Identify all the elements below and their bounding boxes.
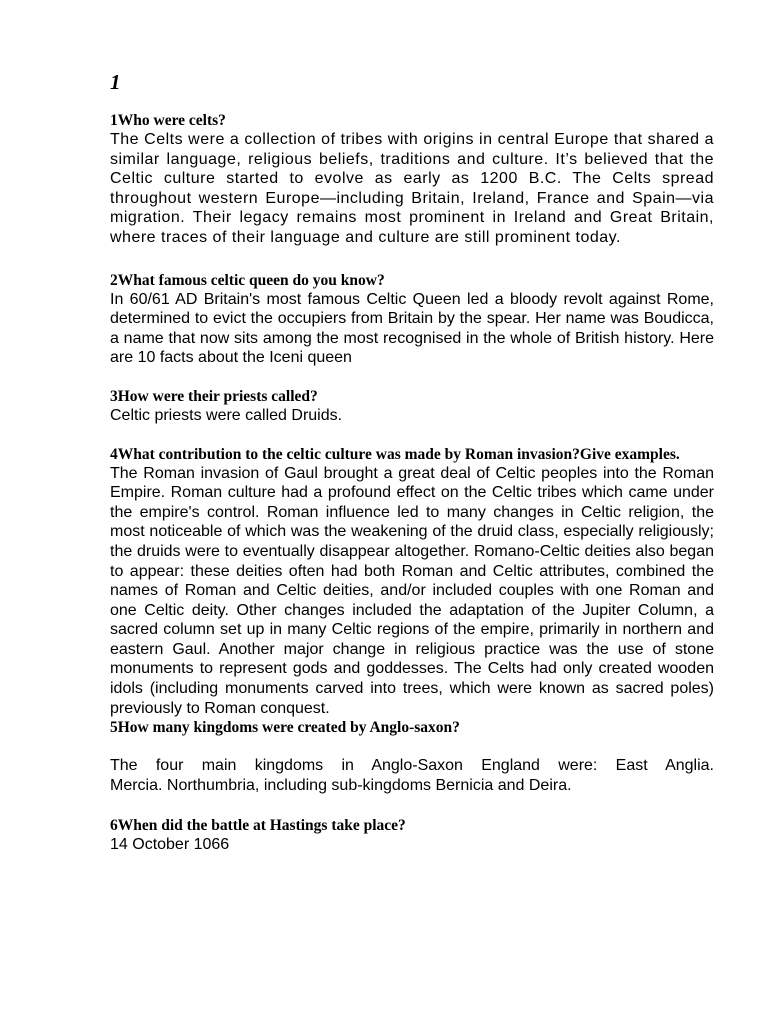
- section-roman-invasion: [110, 445, 714, 719]
- question-heading: 4What contribution to the celtic culture was made by Roman invasion?Give examples.: [110, 445, 680, 463]
- question-heading: 2What famous celtic queen do you know?: [110, 271, 385, 289]
- answer-paragraph: 14 October 1066: [110, 836, 230, 854]
- section-celtic-queen: [110, 271, 714, 368]
- section-gap: [110, 368, 714, 387]
- answer-paragraph: Celtic priests were called Druids.: [110, 406, 343, 424]
- answer-line: Mercia. Northumbria, including sub-kingdoms Bernicia and Deira.: [110, 776, 572, 794]
- page-number: 1: [110, 70, 121, 94]
- question-heading: 1Who were celts?: [110, 112, 226, 129]
- section-gap: [110, 248, 714, 271]
- section-gap: [110, 737, 714, 756]
- section-priests: [110, 387, 714, 426]
- document-page: [110, 70, 714, 855]
- answer-text-part: , a sacred column set up in many Celtic regions of the empire, primarily in northern and eastern Gaul. Another major change in religious practice was the use of stone monuments to represent gods and goddesses. The Celts had only created wooden idols (including monuments carved into trees, which were known as sacred poles) previously to Roman conquest.: [110, 601, 714, 717]
- question-heading: 6When did the battle at Hastings take place?: [110, 817, 406, 835]
- answer-emphasis-link: Jupiter Column: [582, 601, 694, 619]
- section-hastings: [110, 816, 714, 855]
- question-heading: 3How were their priests called?: [110, 387, 318, 405]
- section-gap: [110, 795, 714, 816]
- answer-paragraph: [110, 464, 714, 719]
- answer-text-part: The Roman invasion of Gaul brought a great deal of Celtic peoples into the Roman Empire. Roman culture had a profound effect on the Celtic tribes which came under the empire's control. Roman influence led to many changes in Celtic religion, the most noticeable of which was the weakening of the druid class, especially religiously; the druids were to eventually disappear altogether. Romano-Celtic deities also began to appear: these deities often had both Roman and Celtic attributes, combined the names of Roman and Celtic deities, and/or included couples with one Roman and one Celtic deity. Other changes included the adaptation of the: [110, 464, 714, 619]
- answer-paragraph: The Celts were a collection of tribes with origins in central Europe that shared a similar language, religious beliefs, traditions and culture. It’s believed that the Celtic culture started to evolve as early as 1200 B.C. The Celts spread throughout western Europe—including Britain, Ireland, France and Spain—via migration. Their legacy remains most prominent in Ireland and Great Britain, where traces of their language and culture are still prominent today.: [110, 131, 714, 246]
- answer-paragraph: In 60/61 AD Britain's most famous Celtic Queen led a bloody revolt against Rome, determined to evict the occupiers from Britain by the spear. Her name was Boudicca, a name that now sits among the most recognised in the whole of British history. Here are 10 facts about the Iceni queen: [110, 290, 714, 367]
- section-kingdoms: [110, 718, 714, 795]
- question-heading: 5How many kingdoms were created by Anglo-saxon?: [110, 719, 460, 737]
- section-who-were-celts: [110, 111, 714, 248]
- section-gap: [110, 426, 714, 445]
- answer-line: The four main kingdoms in Anglo-Saxon England were: East Anglia.: [110, 757, 714, 775]
